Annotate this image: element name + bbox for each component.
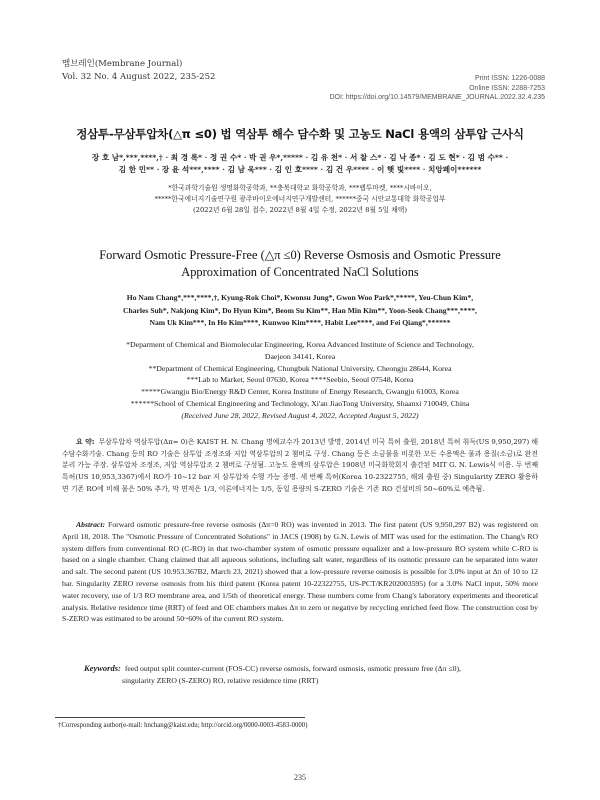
english-authors (70, 292, 530, 330)
corresponding-author-footnote: †Corresponding author(e-mail: hnchang@kaist.edu; http://orcid.org/0000-0003-4583-0000) (58, 722, 308, 729)
english-authors-line: Charles Suh*, Nakjong Kim*, Do Hyun Kim*, Beom Su Kim**, Han Min Kim**, Yoon-Seok Chang***,****, (123, 305, 477, 315)
korean-authors (50, 152, 550, 175)
english-authors-line: Nam Uk Kim***, In Ho Kim****, Kunwoo Kim****, Habit Lee****, and Fei Qiang*,****** (149, 318, 451, 327)
english-abstract-label: Abstract: (76, 520, 106, 529)
english-abstract (62, 519, 538, 625)
english-affiliations (50, 339, 550, 422)
page-number: 235 (294, 773, 306, 782)
english-title (60, 247, 540, 281)
korean-authors-line: 장 호 남*,***,****,† · 최 경 록* · 정 권 수* · 박 권 우*,***** · 김 유 천* · 서 찰 스* · 김 낙 종* · 김 도 현* · 김 범 수** · (91, 153, 509, 162)
issn-block (329, 74, 545, 103)
korean-abstract-label: 요 약: (76, 438, 95, 446)
english-affil-line: ***Lab to Market, Seoul 07630, Korea ****Seebio, Seoul 07548, Korea (186, 375, 414, 385)
english-abstract-text: Forward osmotic pressure-free reverse osmosis (Δπ=0 RO) was invented in 2013. The first patent (US 9,950,297 B2) was registered on April 18, 2018. The "Osmotic Pressure of Concentrated Solutions" in JACS (1908) by G.N. Lewis of MIT was used for the estimation. The Chang's RO system differs from conventional RO (C-RO) in that two-chamber system of osmotic pressure equalizer and a low-pressure RO system while C-RO is based on a single chamber. Chang claimed that all aqueous solutions, including salt water, regardless of its osmotic pressure can be separated into water and salt. The second patent (US 10.953.367B2, March 23, 2021) showed that a low-pressure reverse osmosis is possible for 3.0% input at Δπ of 10 to 12 bar. Singularity ZERO reverse osmosis from his third patent (Korea patent 10-22322755, US-PCT/KR202003595) for a 3.0% NaCl input, 50% more water recovery, use of 1/3 RO membrane area, and 1/5th of theoretical energy. These numbers come from Chang's laboratory experiments and theoretical analysis. Relative residence time (RRT) of feed and OE chambers makes Δπ to zero or negative by recycling enriched feed flow. The construction cost by S-ZERO was estimated to be around 50~60% of the current RO system. (62, 520, 538, 624)
print-issn: Print ISSN: 1226-0088 (474, 75, 545, 82)
keywords-line: singularity ZERO (S-ZERO) RO, relative residence time (RRT) (122, 675, 319, 685)
english-affil-line: ******School of Chemical Engineering and Technology, Xi'an JiaoTong University, Shaanxi 710049, China (130, 398, 470, 408)
korean-abstract (62, 437, 538, 496)
keywords-label: Keywords: (84, 663, 121, 673)
online-issn: Online ISSN: 2288-7253 (469, 84, 545, 92)
journal-header (62, 58, 215, 84)
doi-link[interactable]: DOI: https://doi.org/10.14579/MEMBRANE_JOURNAL.2022.32.4.235 (329, 94, 545, 101)
english-title-line: Approximation of Concentrated NaCl Solutions (181, 265, 419, 279)
keywords-line: feed output split counter-current (FOS-CC) reverse osmosis, forward osmosis, osmotic pressure free (Δπ ≤0), (124, 664, 461, 673)
english-dates: (Received June 28, 2022, Revised August 4, 2022, Accepted August 5, 2022) (181, 410, 419, 420)
english-authors-line: Ho Nam Chang*,***,****,†, Kyung-Rok Choi*, Kwonsu Jung*, Gwon Woo Park*,*****, Yeu-Chun Kim*, (126, 293, 474, 302)
english-affil-line: *Deparment of Chemical and Biomolecular Engineering, Korea Advanced Institute of Science and Technology, (126, 340, 474, 349)
journal-volume: Vol. 32 No. 4 August 2022, 235-252 (62, 72, 216, 82)
korean-affil-line: *****한국에너지기술연구원 광주바이오에너지연구개발센터, ******중국 시안교통대학 화학공업부 (154, 195, 446, 203)
journal-name: 멤브레인(Membrane Journal) (62, 59, 183, 69)
footnote-divider (55, 717, 305, 718)
korean-affiliations (60, 183, 540, 216)
keywords-block (84, 663, 534, 686)
korean-dates: (2022년 6월 28일 접수, 2022년 8월 4일 수정, 2022년 8월 5일 채택) (192, 206, 408, 214)
english-affil-line: Daejeon 34141, Korea (264, 351, 336, 361)
english-affil-line: *****Gwangju Bio/Energy R&D Center, Korea Institute of Energy Research, Gwangju 61003, Korea (141, 387, 459, 397)
english-affil-line: **Department of Chemical Engineering, Chungbuk National University, Cheongju 28644, Korea (148, 363, 452, 373)
english-title-line: Forward Osmotic Pressure-Free (△π ≤0) Reverse Osmosis and Osmotic Pressure (99, 248, 501, 262)
korean-title: 정삼투-무삼투압차(△π ≤0) 법 역삼투 해수 담수화 및 고농도 NaCl 용액의 삼투압 근사식 (76, 127, 524, 141)
korean-affil-line: *한국과학기술원 생명화학공학과, **충북대학교 화학공학과, ***랩투마켓, ****시바이오, (168, 184, 432, 192)
korean-authors-line: 김 한 민** · 장 윤 석***,**** · 김 남 욱*** · 김 인 호**** · 김 건 우**** · 이 햇 빛**** · 치앙페이****** (118, 164, 482, 174)
korean-abstract-text: 무삼투압차 역삼투압(Δπ= 0)은 KAIST H. N. Chang 명예교수가 2013년 발명, 2014년 미국 특허 출원, 2018년 특허 취득(US 9,950,297) 해수담수화기술. Chang 등의 RO 기술은 삼투압 조정조와 저압 역삼투압의 2 챔버로 구성. Chang 등은 소금물을 비롯한 모든 수용액은 물과 용질(소금)로 완전 분리 가능 주장. 삼투압차 조정조, 저압 역삼투압조 2 챔버로 구성됨. 고농도 용액의 삼투압은 1908년 미국화학회지 출간된 MIT G. N. Lewis식 이용. 두 번째 특허(US 10,953,3367)에서 RO가 10~12 bar 저 삼투압차 수행 가능 증명. 세 번째 특허(Korea 10-2322755, 해외 출원 중) Singularity ZERO 활용하면 기존 RO에 비해 물은 50% 추가, 막 면적은 1/3, 이론에너지는 1/5, 동일 용량의 S-ZERO 기술은 기존 RO 건설비의 50~60%로 예측됨. (62, 438, 538, 493)
